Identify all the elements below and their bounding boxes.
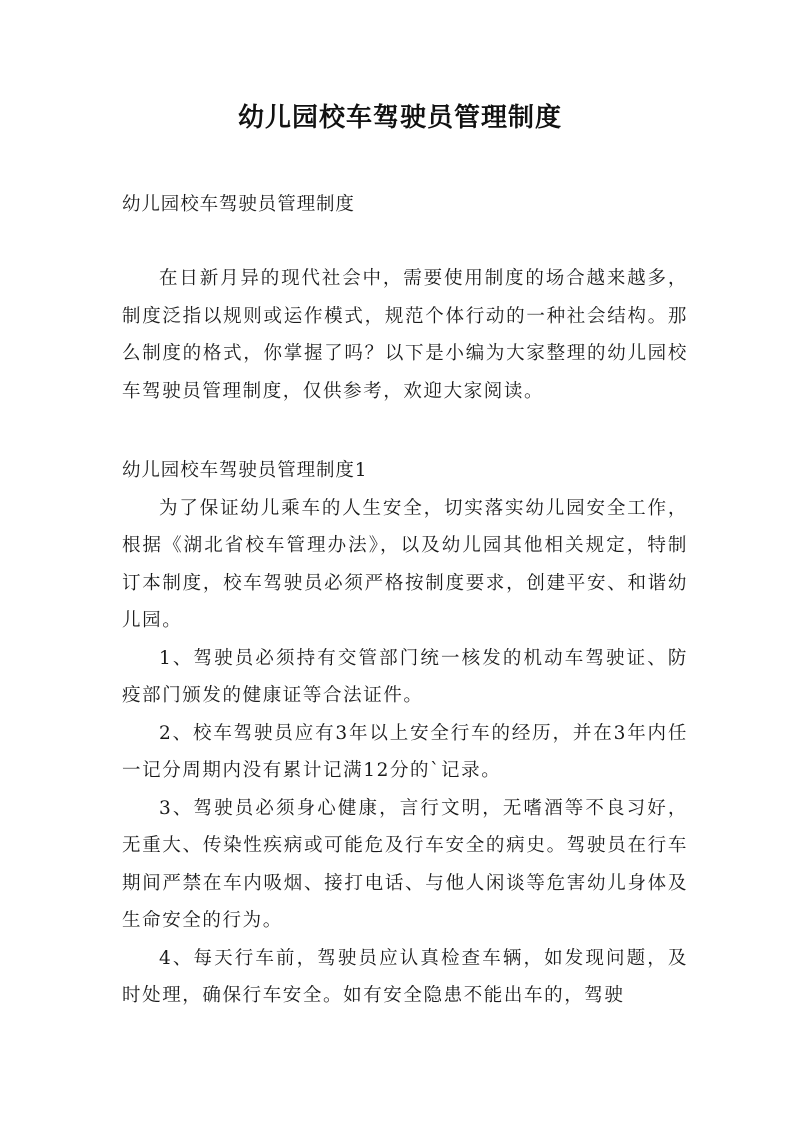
intro-block — [122, 260, 688, 410]
document-subtitle: 幼儿园校车驾驶员管理制度 — [122, 194, 355, 215]
document-title: 幼儿园校车驾驶员管理制度 — [237, 103, 562, 133]
rule-item-3: 3、驾驶员必须身心健康，言行文明，无嗜酒等不良习好，无重大、传染性疾病或可能危及行车安全的病史。驾驶员在行车期间严禁在车内吸烟、接打电话、与他人闲谈等危害幼儿身体及生命安全的行为。 — [122, 797, 688, 931]
rule-item-2: 2、校车驾驶员应有3年以上安全行车的经历，并在3年内任一记分周期内没有累计记满12分的`记录。 — [122, 722, 688, 781]
section-paragraph-purpose: 为了保证幼儿乘车的人生安全，切实落实幼儿园安全工作，根据《湖北省校车管理办法》，以及幼儿园其他相关规定，特制订本制度，校车驾驶员必须严格按制度要求，创建平安、和谐幼儿园。 — [122, 497, 688, 631]
section-1 — [122, 452, 688, 1015]
intro-paragraph: 在日新月异的现代社会中，需要使用制度的场合越来越多，制度泛指以规则或运作模式，规范个体行动的一种社会结构。那么制度的格式，你掌握了吗？以下是小编为大家整理的幼儿园校车驾驶员管理制度，仅供参考，欢迎大家阅读。 — [122, 268, 688, 402]
rule-item-1: 1、驾驶员必须持有交管部门统一核发的机动车驾驶证、防疫部门颁发的健康证等合法证件。 — [122, 647, 688, 706]
rule-item-4: 4、每天行车前，驾驶员应认真检查车辆，如发现问题，及时处理，确保行车安全。如有安全隐患不能出车的，驾驶 — [122, 947, 688, 1006]
section-heading: 幼儿园校车驾驶员管理制度1 — [122, 460, 368, 481]
